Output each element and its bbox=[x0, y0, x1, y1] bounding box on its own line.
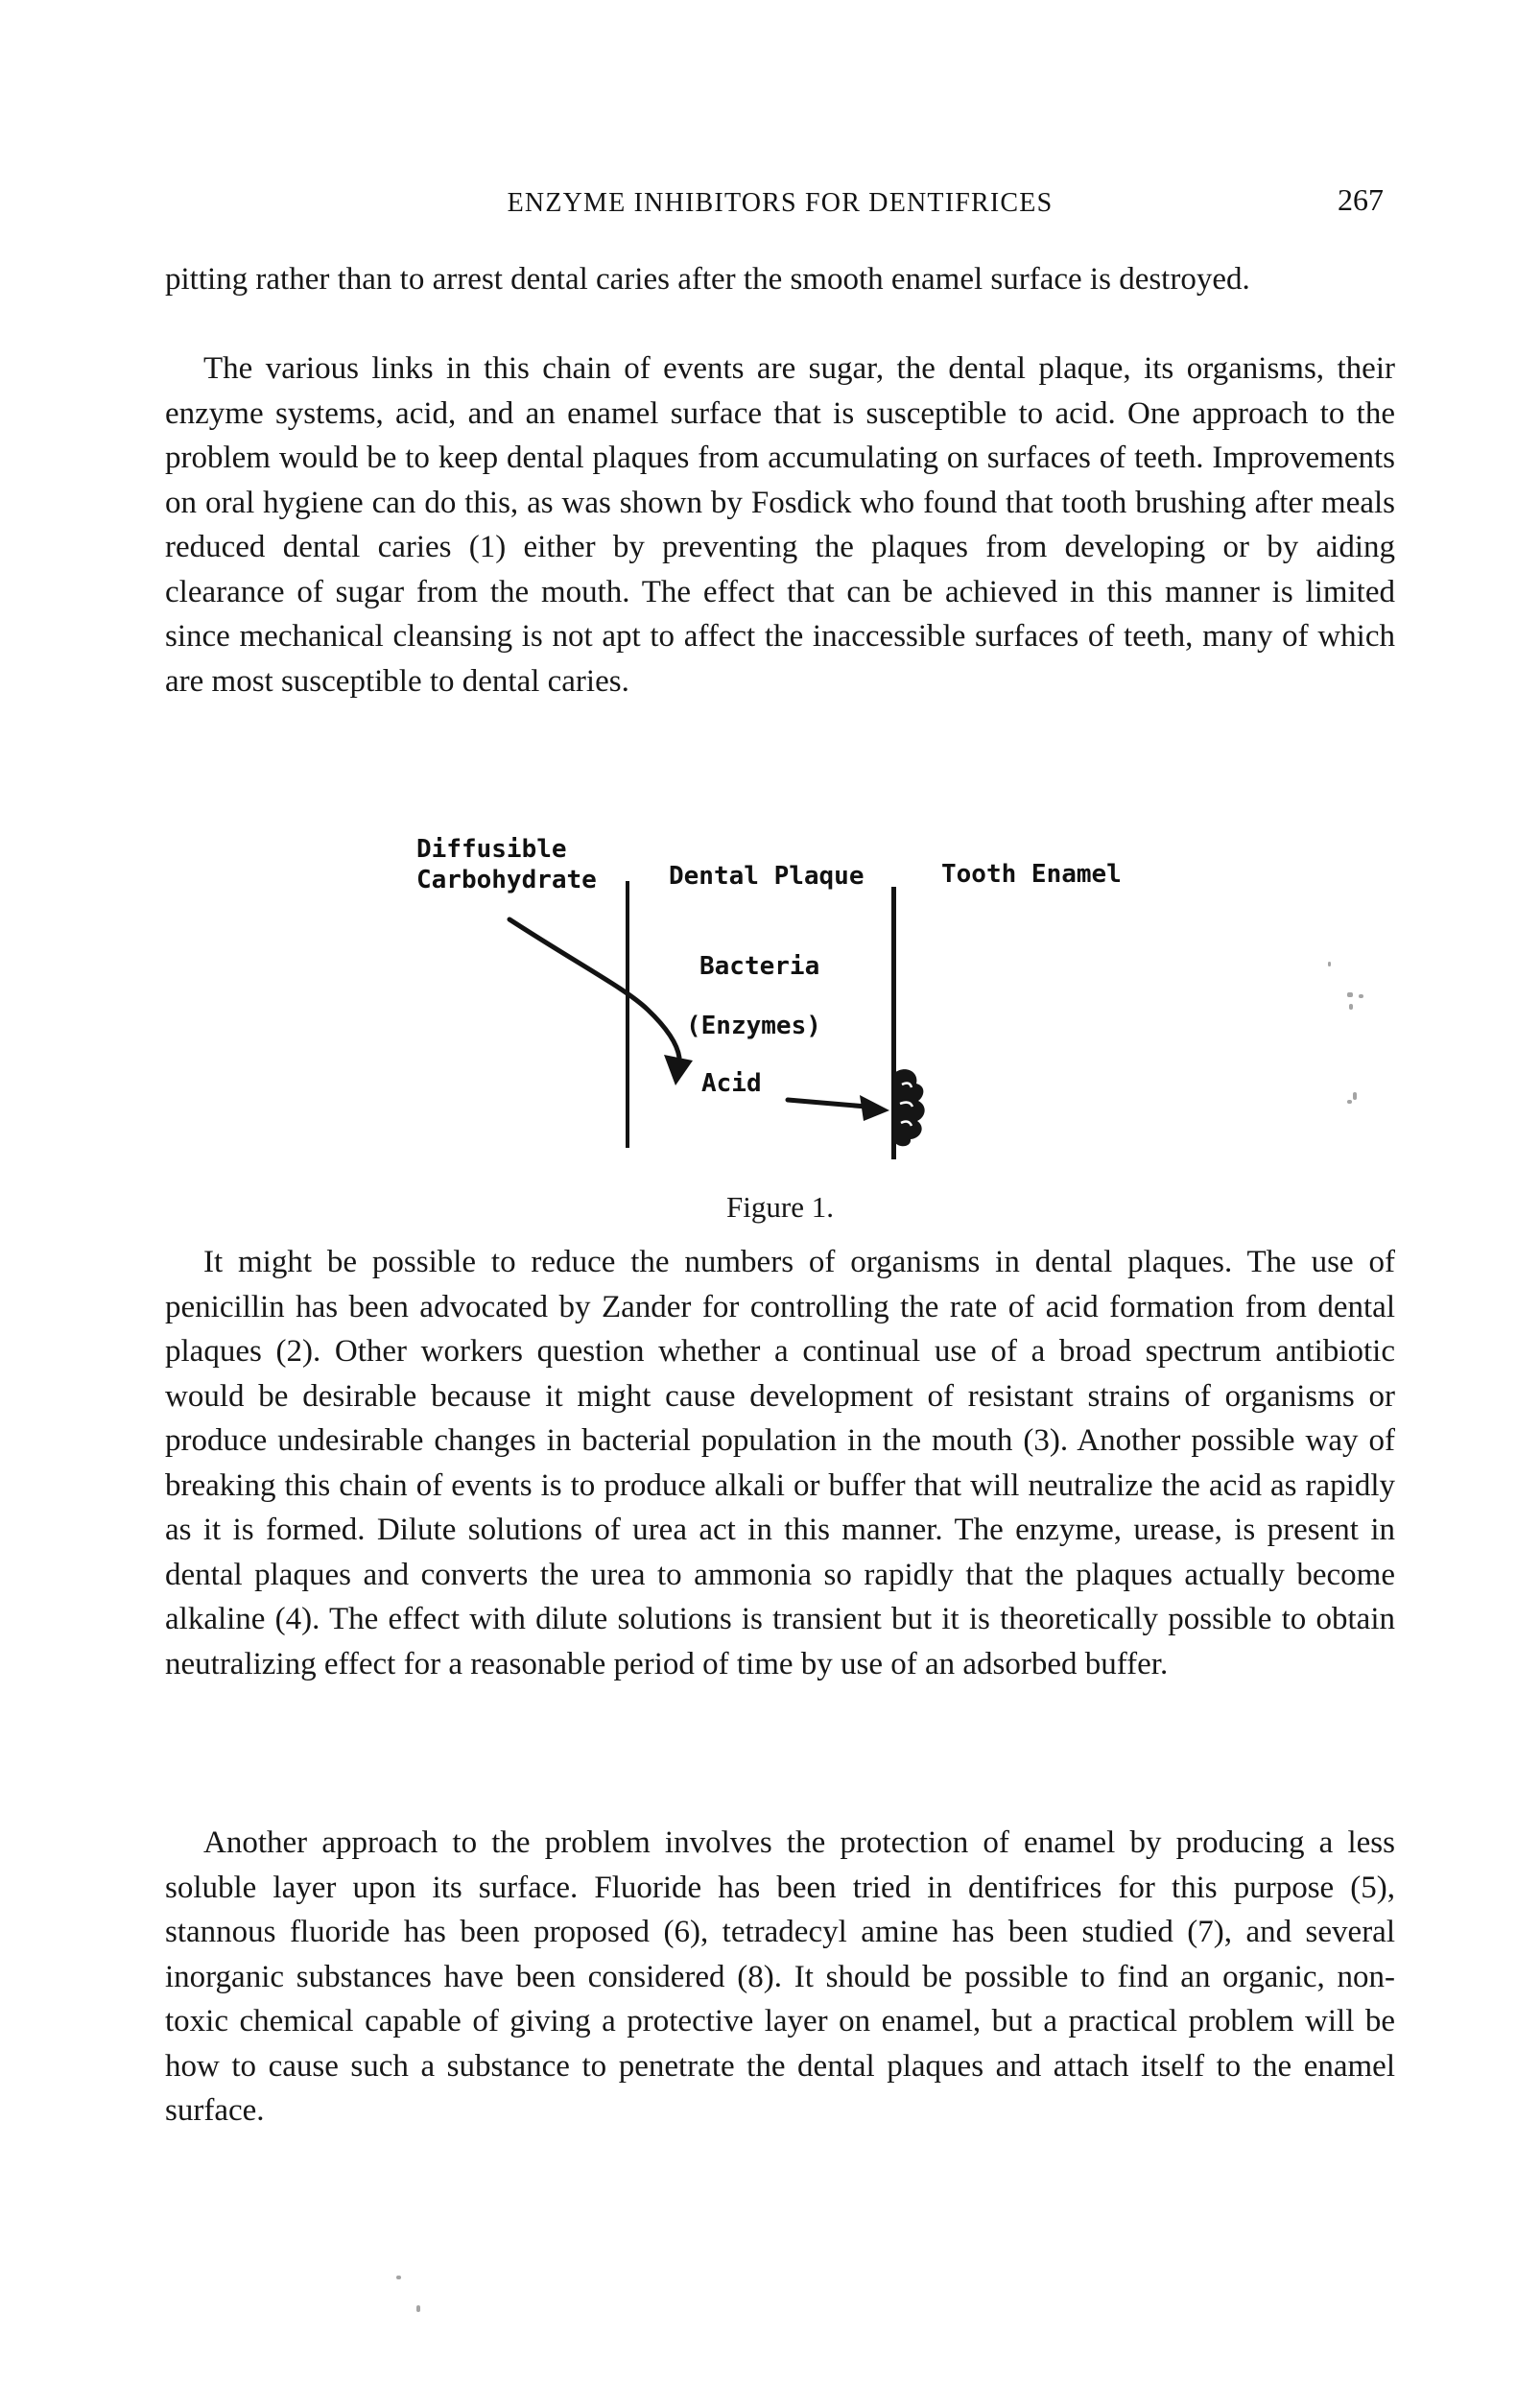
figure-caption: Figure 1. bbox=[726, 1190, 834, 1224]
figure-label-diffusible-carbohydrate bbox=[416, 834, 597, 895]
scan-artifact bbox=[1359, 994, 1363, 998]
paragraph: The various links in this chain of events are sugar, the dental plaque, its organisms, their enzyme systems, acid, and an enamel surface that is susceptible to acid. One approach to the problem would be to keep dental plaques from accumulating on surfaces of teeth. Improvements on oral hygiene can do this, as was shown by Fosdick who found that tooth brushing after meals reduced dental caries (1) either by preventing the plaques from developing or by aiding clearance of sugar from the mouth. The effect that can be achieved in this manner is limited since mechanical cleansing is not apt to affect the inaccessible surfaces of teeth, many of which are most susceptible to dental caries. bbox=[165, 351, 1395, 699]
figure-divider-enamel-boundary bbox=[891, 887, 896, 1159]
scan-artifact bbox=[1353, 1092, 1357, 1100]
scan-artifact bbox=[1347, 1100, 1352, 1104]
scan-artifact bbox=[1349, 1004, 1353, 1010]
enamel-pit-blob bbox=[894, 1069, 925, 1146]
carbohydrate-to-acid-arrow bbox=[509, 919, 693, 1085]
figure-label-dental-plaque: Dental Plaque bbox=[669, 862, 865, 891]
figure-label-line: Carbohydrate bbox=[416, 866, 597, 894]
paragraph: Another approach to the problem involves the protection of enamel by producing a less soluble layer upon its surface. Fluoride has been tried in dentifrices for this purpose (5), stannous fluoride has been proposed (6), tetradecyl amine has been studied (7), and several inorganic substances have been considered (8). It should be possible to find an organic, non-toxic chemical capable of giving a protective layer on enamel, but a practical problem will be how to cause such a substance to penetrate the dental plaques and attach itself to the enamel surface. bbox=[165, 1825, 1395, 2128]
figure-label-line: Diffusible bbox=[416, 835, 567, 864]
scan-artifact bbox=[1328, 962, 1331, 966]
figure-label-bacteria: Bacteria bbox=[699, 952, 820, 981]
scan-artifact bbox=[396, 2276, 401, 2279]
paragraph: It might be possible to reduce the numbers of organisms in dental plaques. The use of penicillin has been advocated by Zander for controlling the rate of acid formation from dental plaques (2). Other workers question whether a continual use of a broad spectrum antibiotic would be desirable because it might cause development of resistant strains of organisms or produce undesirable changes in bacterial population in the mouth (3). Another possible way of breaking this chain of events is to produce alkali or buffer that will neutralize the acid as rapidly as it is formed. Dilute solutions of urea act in this manner. The enzyme, urease, is present in dental plaques and converts the urea to ammonia so rapidly that the plaques actually become alkaline (4). The effect with dilute solutions is transient but it is theoretically possible to obtain neutralizing effect for a reasonable period of time by use of an adsorbed buffer. bbox=[165, 1245, 1395, 1681]
page-title: ENZYME INHIBITORS FOR DENTIFRICES bbox=[507, 188, 1054, 218]
scan-artifact bbox=[1347, 992, 1353, 997]
acid-to-enamel-arrow bbox=[788, 1095, 889, 1121]
figure-label-enzymes: (Enzymes) bbox=[686, 1012, 821, 1040]
paragraph: pitting rather than to arrest dental caries after the smooth enamel surface is destroyed. bbox=[165, 262, 1250, 297]
page-number: 267 bbox=[1338, 182, 1384, 217]
figure-divider-plaque-boundary bbox=[626, 881, 629, 1148]
figure-label-tooth-enamel: Tooth Enamel bbox=[941, 860, 1122, 889]
figure-label-acid: Acid bbox=[701, 1069, 762, 1098]
scan-artifact bbox=[416, 2305, 420, 2312]
